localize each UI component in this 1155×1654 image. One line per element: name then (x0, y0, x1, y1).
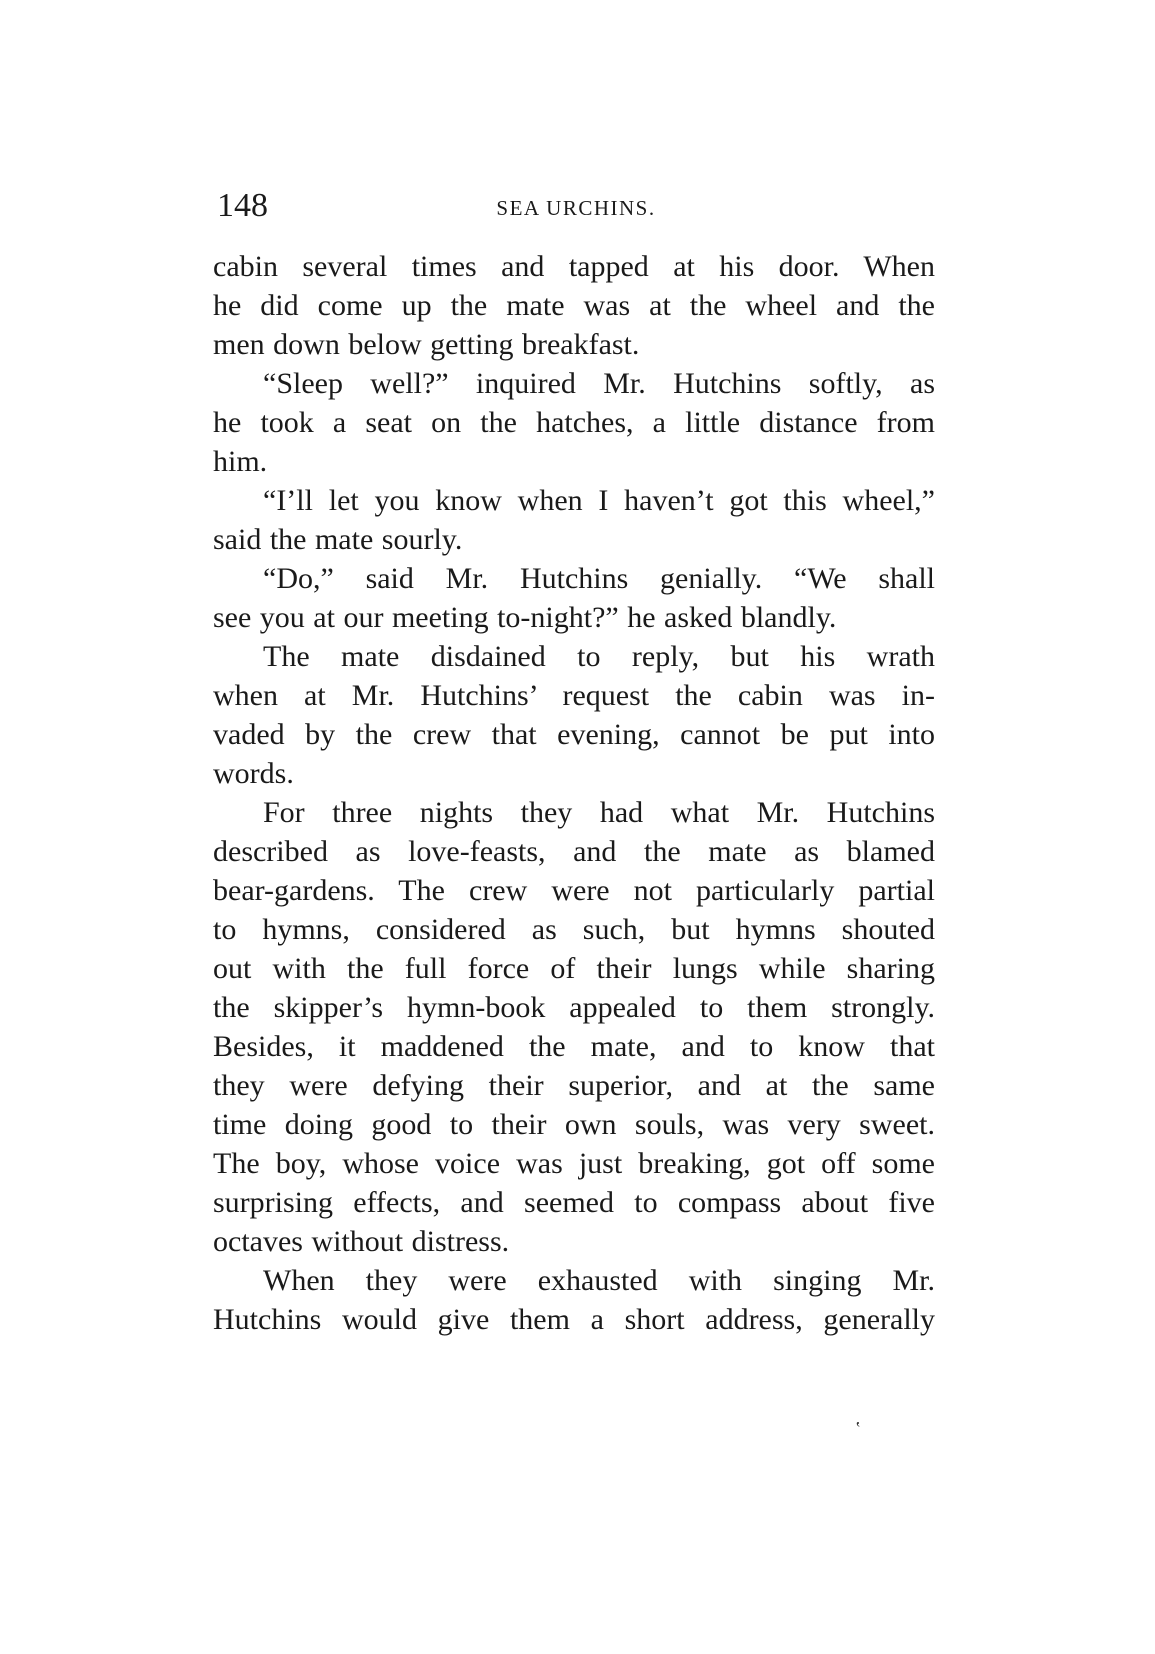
text-line: “Sleep well?” inquired Mr. Hutchins softly, as (263, 367, 935, 400)
text-line: when at Mr. Hutchins’ request the cabin was in- (213, 679, 935, 712)
text-line: “Do,” said Mr. Hutchins genially. “We shall (263, 562, 935, 595)
text-line: surprising effects, and seemed to compass about five (213, 1186, 935, 1219)
text-line: he did come up the mate was at the wheel and the (213, 289, 935, 322)
text-line: The boy, whose voice was just breaking, got off some (213, 1147, 935, 1180)
text-line: out with the full force of their lungs while sharing (213, 952, 935, 985)
text-line: see you at our meeting to-night?” he asked blandly. (213, 601, 837, 634)
text-line: octaves without distress. (213, 1225, 510, 1258)
text-line: him. (213, 445, 268, 478)
text-line: bear-gardens. The crew were not particularly partial (213, 874, 935, 907)
text-line: they were defying their superior, and at the same (213, 1069, 935, 1102)
text-line: Besides, it maddened the mate, and to know that (213, 1030, 935, 1063)
body-text (213, 247, 935, 1339)
text-line: the skipper’s hymn-book appealed to them strongly. (213, 991, 935, 1024)
page-header (217, 186, 935, 236)
stray-ink-mark: ‛ (855, 1418, 861, 1438)
text-line: cabin several times and tapped at his door. When (213, 250, 935, 283)
running-head: SEA URCHINS. (496, 196, 656, 220)
text-line: he took a seat on the hatches, a little distance from (213, 406, 935, 439)
text-line: described as love-feasts, and the mate as blamed (213, 835, 935, 868)
text-line: The mate disdained to reply, but his wrath (263, 640, 935, 673)
text-line: men down below getting breakfast. (213, 328, 640, 361)
text-line: “I’ll let you know when I haven’t got this wheel,” (263, 484, 935, 517)
text-line: time doing good to their own souls, was very sweet. (213, 1108, 935, 1141)
text-line: said the mate sourly. (213, 523, 463, 556)
text-line: vaded by the crew that evening, cannot be put into (213, 718, 935, 751)
text-line: When they were exhausted with singing Mr. (263, 1264, 935, 1297)
text-line: to hymns, considered as such, but hymns shouted (213, 913, 935, 946)
text-line: For three nights they had what Mr. Hutchins (263, 796, 935, 829)
text-line: words. (213, 757, 294, 790)
page-number: 148 (217, 187, 268, 224)
text-line: Hutchins would give them a short address, generally (213, 1303, 935, 1336)
